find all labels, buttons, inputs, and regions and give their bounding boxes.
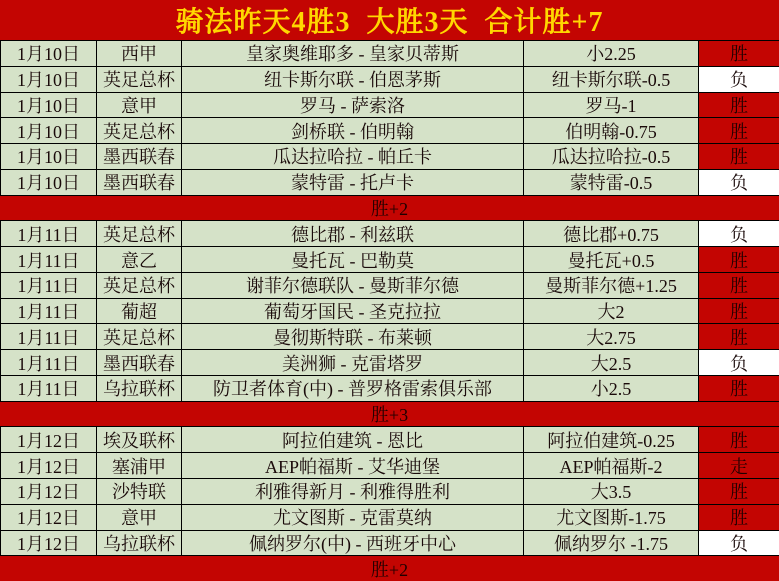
match-cell: 防卫者体育(中) - 普罗格雷索俱乐部 — [182, 376, 524, 401]
league-cell: 英足总杯 — [97, 221, 182, 246]
league-cell: 墨西联春 — [97, 350, 182, 375]
bet-cell: 德比郡+0.75 — [524, 221, 699, 246]
match-row — [0, 92, 779, 118]
result-cell: 负 — [699, 531, 779, 556]
league-cell: 葡超 — [97, 299, 182, 324]
date-cell: 1月11日 — [0, 273, 97, 298]
bet-cell: 伯明翰-0.75 — [524, 118, 699, 143]
bet-cell: 大2 — [524, 299, 699, 324]
match-cell: 德比郡 - 利兹联 — [182, 221, 524, 246]
match-cell: 谢菲尔德联队 - 曼斯菲尔德 — [182, 273, 524, 298]
bet-cell: 曼托瓦+0.5 — [524, 247, 699, 272]
bet-cell: 蒙特雷-0.5 — [524, 170, 699, 195]
result-cell: 胜 — [699, 427, 779, 452]
league-cell: 英足总杯 — [97, 118, 182, 143]
match-row — [0, 66, 779, 92]
match-cell: 皇家奥维耶多 - 皇家贝蒂斯 — [182, 41, 524, 66]
match-row — [0, 272, 779, 298]
result-cell: 走 — [699, 453, 779, 478]
match-row — [0, 375, 779, 401]
summary-row — [0, 401, 779, 427]
date-cell: 1月11日 — [0, 376, 97, 401]
date-cell: 1月12日 — [0, 531, 97, 556]
result-cell: 胜 — [699, 93, 779, 118]
result-cell: 胜 — [699, 273, 779, 298]
match-cell: 美洲狮 - 克雷塔罗 — [182, 350, 524, 375]
result-cell: 胜 — [699, 41, 779, 66]
date-cell: 1月12日 — [0, 505, 97, 530]
date-cell: 1月10日 — [0, 144, 97, 169]
league-cell: 意甲 — [97, 93, 182, 118]
result-cell: 胜 — [699, 376, 779, 401]
summary-row — [0, 555, 779, 581]
match-cell: 纽卡斯尔联 - 伯恩茅斯 — [182, 67, 524, 92]
bet-cell: 小2.5 — [524, 376, 699, 401]
date-cell: 1月11日 — [0, 221, 97, 246]
summary-label: 胜+2 — [370, 559, 409, 580]
date-cell: 1月12日 — [0, 427, 97, 452]
bet-cell: 大3.5 — [524, 479, 699, 504]
bet-cell: 佩纳罗尔 -1.75 — [524, 531, 699, 556]
bet-cell: 尤文图斯-1.75 — [524, 505, 699, 530]
table-title: 骑法昨天4胜3 大胜3天 合计胜+7 — [175, 7, 604, 38]
match-row — [0, 169, 779, 195]
result-cell: 胜 — [699, 505, 779, 530]
match-cell: 瓜达拉哈拉 - 帕丘卡 — [182, 144, 524, 169]
match-cell: 佩纳罗尔(中) - 西班牙中心 — [182, 531, 524, 556]
bet-cell: 阿拉伯建筑-0.25 — [524, 427, 699, 452]
league-cell: 沙特联 — [97, 479, 182, 504]
match-row — [0, 426, 779, 452]
league-cell: 意乙 — [97, 247, 182, 272]
match-cell: 剑桥联 - 伯明翰 — [182, 118, 524, 143]
date-cell: 1月10日 — [0, 67, 97, 92]
bet-cell: 曼斯菲尔德+1.25 — [524, 273, 699, 298]
result-cell: 胜 — [699, 299, 779, 324]
date-cell: 1月11日 — [0, 324, 97, 349]
match-cell: 曼托瓦 - 巴勒莫 — [182, 247, 524, 272]
date-cell: 1月12日 — [0, 479, 97, 504]
match-row — [0, 40, 779, 66]
result-cell: 负 — [699, 221, 779, 246]
result-cell: 负 — [699, 170, 779, 195]
league-cell: 英足总杯 — [97, 273, 182, 298]
bet-cell: 大2.5 — [524, 350, 699, 375]
match-cell: 蒙特雷 - 托卢卡 — [182, 170, 524, 195]
summary-row — [0, 195, 779, 221]
date-cell: 1月10日 — [0, 41, 97, 66]
match-row — [0, 349, 779, 375]
table-title-row — [0, 0, 779, 40]
result-cell: 胜 — [699, 479, 779, 504]
bet-cell: 小2.25 — [524, 41, 699, 66]
match-cell: 葡萄牙国民 - 圣克拉拉 — [182, 299, 524, 324]
bet-cell: 纽卡斯尔联-0.5 — [524, 67, 699, 92]
table-body — [0, 40, 779, 581]
match-row — [0, 117, 779, 143]
match-row — [0, 504, 779, 530]
bet-cell: AEP帕福斯-2 — [524, 453, 699, 478]
bet-cell: 罗马-1 — [524, 93, 699, 118]
date-cell: 1月10日 — [0, 93, 97, 118]
date-cell: 1月10日 — [0, 170, 97, 195]
result-cell: 胜 — [699, 118, 779, 143]
match-row — [0, 220, 779, 246]
match-row — [0, 323, 779, 349]
date-cell: 1月11日 — [0, 299, 97, 324]
match-cell: 利雅得新月 - 利雅得胜利 — [182, 479, 524, 504]
result-cell: 负 — [699, 350, 779, 375]
bet-cell: 大2.75 — [524, 324, 699, 349]
match-row — [0, 452, 779, 478]
match-row — [0, 478, 779, 504]
date-cell: 1月12日 — [0, 453, 97, 478]
league-cell: 英足总杯 — [97, 324, 182, 349]
match-cell: 尤文图斯 - 克雷莫纳 — [182, 505, 524, 530]
match-row — [0, 298, 779, 324]
match-cell: AEP帕福斯 - 艾华迪堡 — [182, 453, 524, 478]
match-row — [0, 246, 779, 272]
result-cell: 胜 — [699, 247, 779, 272]
league-cell: 塞浦甲 — [97, 453, 182, 478]
match-cell: 曼彻斯特联 - 布莱顿 — [182, 324, 524, 349]
date-cell: 1月11日 — [0, 350, 97, 375]
league-cell: 西甲 — [97, 41, 182, 66]
summary-label: 胜+2 — [370, 198, 409, 219]
result-cell: 胜 — [699, 144, 779, 169]
league-cell: 埃及联杯 — [97, 427, 182, 452]
league-cell: 乌拉联杯 — [97, 376, 182, 401]
league-cell: 墨西联春 — [97, 170, 182, 195]
result-cell: 负 — [699, 67, 779, 92]
league-cell: 乌拉联杯 — [97, 531, 182, 556]
league-cell: 英足总杯 — [97, 67, 182, 92]
match-cell: 罗马 - 萨索洛 — [182, 93, 524, 118]
date-cell: 1月11日 — [0, 247, 97, 272]
match-cell: 阿拉伯建筑 - 恩比 — [182, 427, 524, 452]
date-cell: 1月10日 — [0, 118, 97, 143]
summary-label: 胜+3 — [370, 405, 409, 426]
league-cell: 意甲 — [97, 505, 182, 530]
match-row — [0, 530, 779, 556]
result-cell: 胜 — [699, 324, 779, 349]
league-cell: 墨西联春 — [97, 144, 182, 169]
bet-cell: 瓜达拉哈拉-0.5 — [524, 144, 699, 169]
match-row — [0, 143, 779, 169]
